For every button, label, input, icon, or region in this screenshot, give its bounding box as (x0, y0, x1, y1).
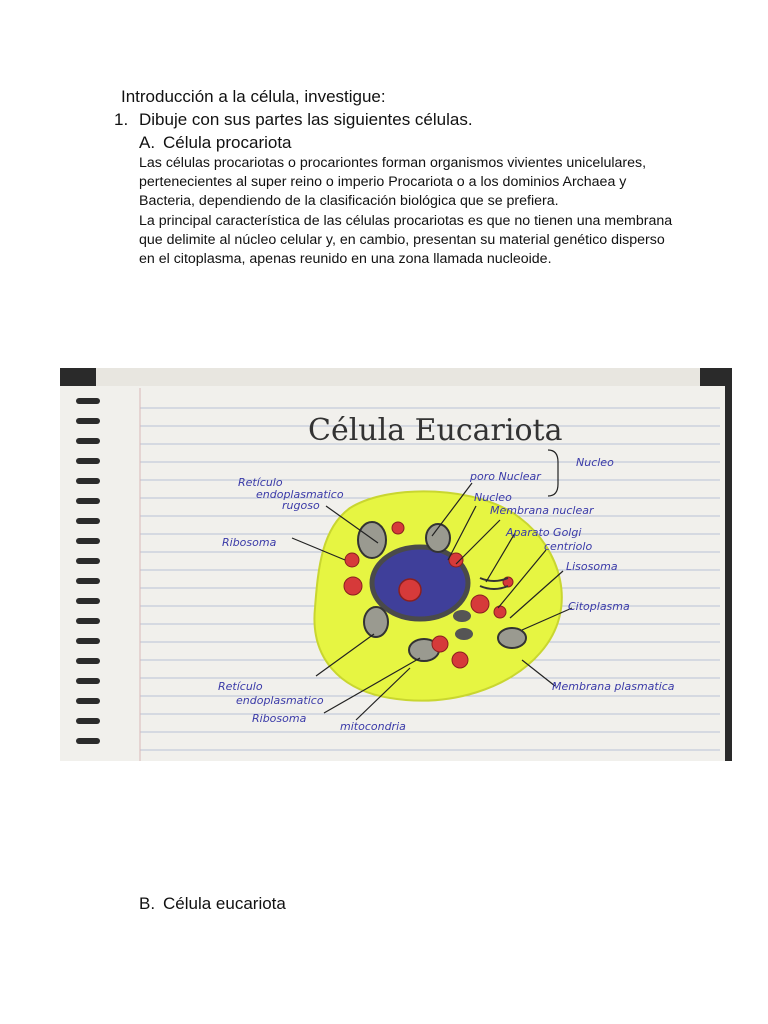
mitochondria (358, 522, 386, 558)
list-item-number: 1. (114, 110, 129, 129)
cell-drawing-photo (60, 368, 732, 761)
label-reticulo-liso-1: Retículo (218, 680, 263, 693)
label-membrana-plasmatica: Membrana plasmatica (552, 680, 675, 693)
cell-drawing-svg (60, 368, 732, 761)
section-b-title (139, 893, 286, 915)
centriole (455, 628, 473, 640)
label-reticulo-rugoso-2: endoplasmatico (256, 488, 344, 501)
label-poro-nuclear: poro Nuclear (470, 470, 541, 483)
label-mitocondria: mitocondria (340, 720, 406, 733)
centriole (453, 610, 471, 622)
label-ribosoma-bottom: Ribosoma (252, 712, 307, 725)
mitochondria (364, 607, 388, 637)
label-reticulo-rugoso-1: Retículo (238, 476, 283, 489)
label-ribosoma-top: Ribosoma (222, 536, 277, 549)
label-nucleo-short: Nucleo (474, 491, 512, 504)
section-a-body (139, 154, 679, 269)
section-a-paragraph-1: Las células procariotas o procariontes forman organismos vivientes unicelulares, pertenecientes al super reino o imperio Procariota o a los dominios Archaea y Bacteria, dependiendo de la clasificación biológica que se prefiera. (139, 155, 647, 210)
section-a-paragraph-2: La principal característica de las células procariotas es que no tienen una membrana que delimite al núcleo celular y, en cambio, presentan su material genético disperso en el citoplasma, apenas reunido en una zona llamada nucleoide. (139, 212, 673, 268)
section-b-letter: B. (139, 894, 156, 913)
nucleolus (399, 579, 421, 601)
list-item-1 (114, 109, 473, 131)
label-lisosoma: Lisosoma (566, 560, 618, 573)
section-b-title-text: Célula eucariota (163, 894, 286, 913)
paper-underlay (96, 368, 700, 388)
label-centriolo: centriolo (544, 540, 593, 553)
page-heading: Introducción a la célula, investigue: (121, 87, 386, 106)
list-item-text: Dibuje con sus partes las siguientes células. (139, 110, 473, 129)
section-a-letter: A. (139, 133, 156, 152)
label-aparato-golgi: Aparato Golgi (506, 526, 582, 539)
label-nucleo: Nucleo (576, 456, 614, 469)
section-a-title-text: Célula procariota (163, 133, 292, 152)
mitochondria (498, 628, 526, 648)
label-citoplasma: Citoplasma (568, 600, 630, 613)
label-reticulo-rugoso-3: rugoso (282, 499, 320, 512)
label-membrana-nuclear: Membrana nuclear (490, 504, 594, 517)
section-a-title (139, 132, 292, 154)
drawing-title: Célula Eucariota (308, 413, 563, 448)
label-reticulo-liso-2: endoplasmatico (236, 694, 324, 707)
